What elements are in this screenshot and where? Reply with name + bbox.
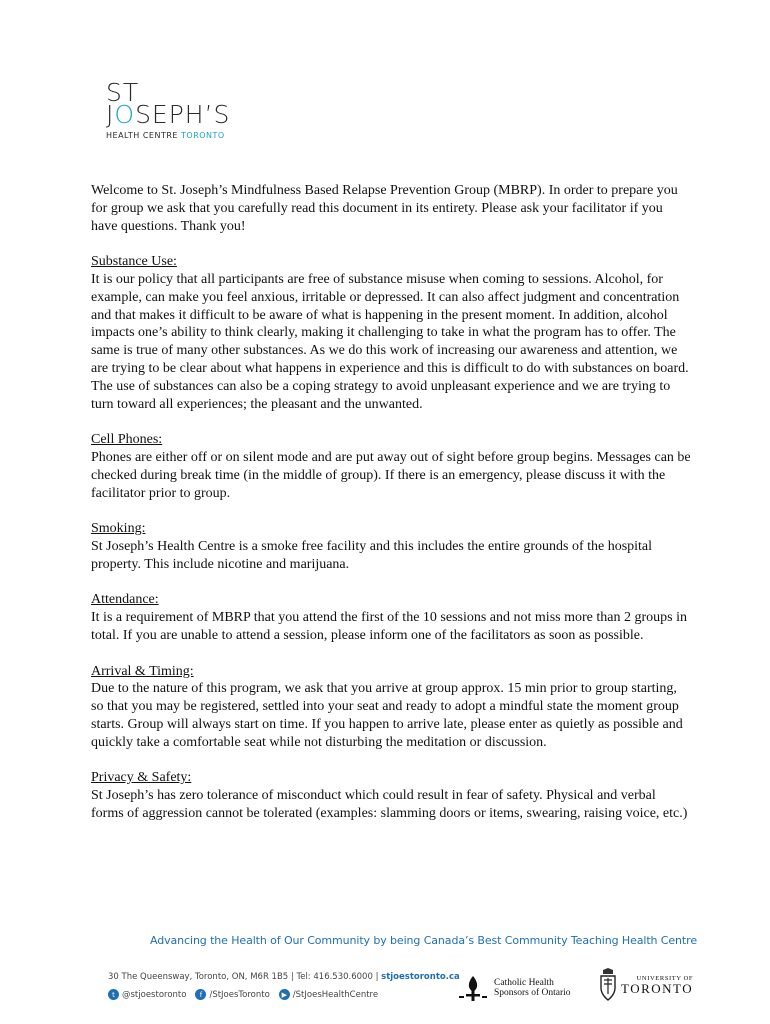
chso-logo [458, 974, 571, 1002]
uoft-small-text: UNIVERSITY OF [636, 975, 694, 982]
intro-paragraph: Welcome to St. Joseph’s Mindfulness Based Relapse Prevention Group (MBRP). In order to prepare you for group we ask that you carefully read this document in its entirety. Please ask your facilitator if you have questions. Thank you! [91, 183, 678, 234]
section-heading: Smoking: [91, 521, 146, 537]
chso-line-2: Sponsors of Ontario [494, 988, 571, 998]
section-attendance [91, 591, 691, 644]
twitter-icon: t [108, 989, 119, 1000]
section-heading: Cell Phones: [91, 432, 163, 448]
logo-subtitle-health-centre: HEALTH CENTRE [106, 131, 182, 140]
st-josephs-logo [106, 78, 231, 140]
address-text: 30 The Queensway, Toronto, ON, M6R 1B5 | Tel: 416.530.6000 | [108, 972, 382, 982]
facebook-link[interactable] [195, 989, 269, 1000]
document-body [91, 182, 691, 823]
website-link[interactable]: stjoestoronto.ca [381, 972, 460, 982]
logo-text-sephs: SEPH’S [135, 100, 231, 129]
section-body: It is our policy that all participants are free of substance misuse when coming to sessions. Alcohol, for example, can make you feel anxious, irritable or depressed. It can also affect judgment and concentration and that makes it difficult to be aware of what is happening in the present moment. In addition, alcohol impacts one’s ability to think clearly, making it challenging to take in what the program has to offer. The same is true of many other substances. As we do this work of increasing our awareness and attention, we are trying to be clear about what happens in experience and this is difficult to do with substances on board. The use of substances can also be a coping strategy to avoid unpleasant experience and we are trying to turn toward all experiences; the pleasant and the unwanted. [91, 271, 689, 412]
section-body: It is a requirement of MBRP that you attend the first of the 10 sessions and not miss more than 2 groups in total. If you are unable to attend a session, please inform one of the facilitators as soon as possible. [91, 610, 687, 643]
youtube-link[interactable] [279, 989, 378, 1000]
facebook-icon: f [195, 989, 206, 1000]
chso-cross-icon [458, 974, 488, 1002]
section-smoking [91, 520, 691, 573]
section-heading: Privacy & Safety: [91, 770, 192, 786]
section-arrival-timing [91, 663, 691, 752]
youtube-icon: ▶ [279, 989, 290, 1000]
section-substance-use [91, 253, 691, 413]
logo-subtitle-toronto: TORONTO [181, 131, 225, 140]
logo-line-2 [106, 100, 231, 129]
section-body: Phones are either off or on silent mode and are put away out of sight before group begins. Messages can be checked during break time (in the middle of group). If there is an emergency, please discuss it with the facilitator prior to group. [91, 449, 691, 501]
section-body: St Joseph’s has zero tolerance of misconduct which could result in fear of safety. Physical and verbal forms of aggression cannot be tolerated (examples: slamming doors or items, swearing, raising voice, etc.) [91, 788, 688, 821]
chso-text [494, 978, 571, 998]
logo-text-j: J [106, 100, 115, 129]
section-heading: Substance Use: [91, 254, 177, 270]
uoft-logo [600, 968, 693, 1002]
chso-line-1: Catholic Health [494, 978, 554, 988]
section-body: Due to the nature of this program, we ask that you arrive at group approx. 15 min prior to group starting, so that you may be registered, settled into your seat and ready to adopt a mindful state the moment group starts. Group will always start on time. If you happen to arrive late, please enter as quietly as possible and quickly take a comfortable seat while not disturbing the meditation or discussion. [91, 681, 683, 750]
twitter-handle: @stjoestoronto [122, 989, 187, 1000]
facebook-handle: /StJoesToronto [209, 989, 270, 1000]
youtube-handle: /StJoesHealthCentre [292, 989, 379, 1000]
section-cell-phones [91, 431, 691, 502]
section-privacy-safety [91, 769, 691, 822]
logo-text-o: O [114, 100, 136, 129]
uoft-wordmark [621, 975, 693, 995]
footer-tagline: Advancing the Health of Our Community by being Canada’s Best Community Teaching Health Centre [150, 934, 697, 947]
twitter-link[interactable] [108, 989, 186, 1000]
section-body: St Joseph’s Health Centre is a smoke free facility and this includes the entire grounds of the hospital property. This include nicotine and marijuana. [91, 538, 653, 572]
social-links [108, 989, 387, 1000]
section-heading: Attendance: [91, 592, 159, 608]
logo-subtitle [106, 131, 230, 140]
logo-text-st: ST [106, 78, 140, 107]
footer-address [108, 972, 460, 982]
uoft-big-text: TORONTO [621, 981, 694, 996]
section-heading: Arrival & Timing: [91, 663, 194, 679]
uoft-crest-icon [600, 968, 616, 1002]
